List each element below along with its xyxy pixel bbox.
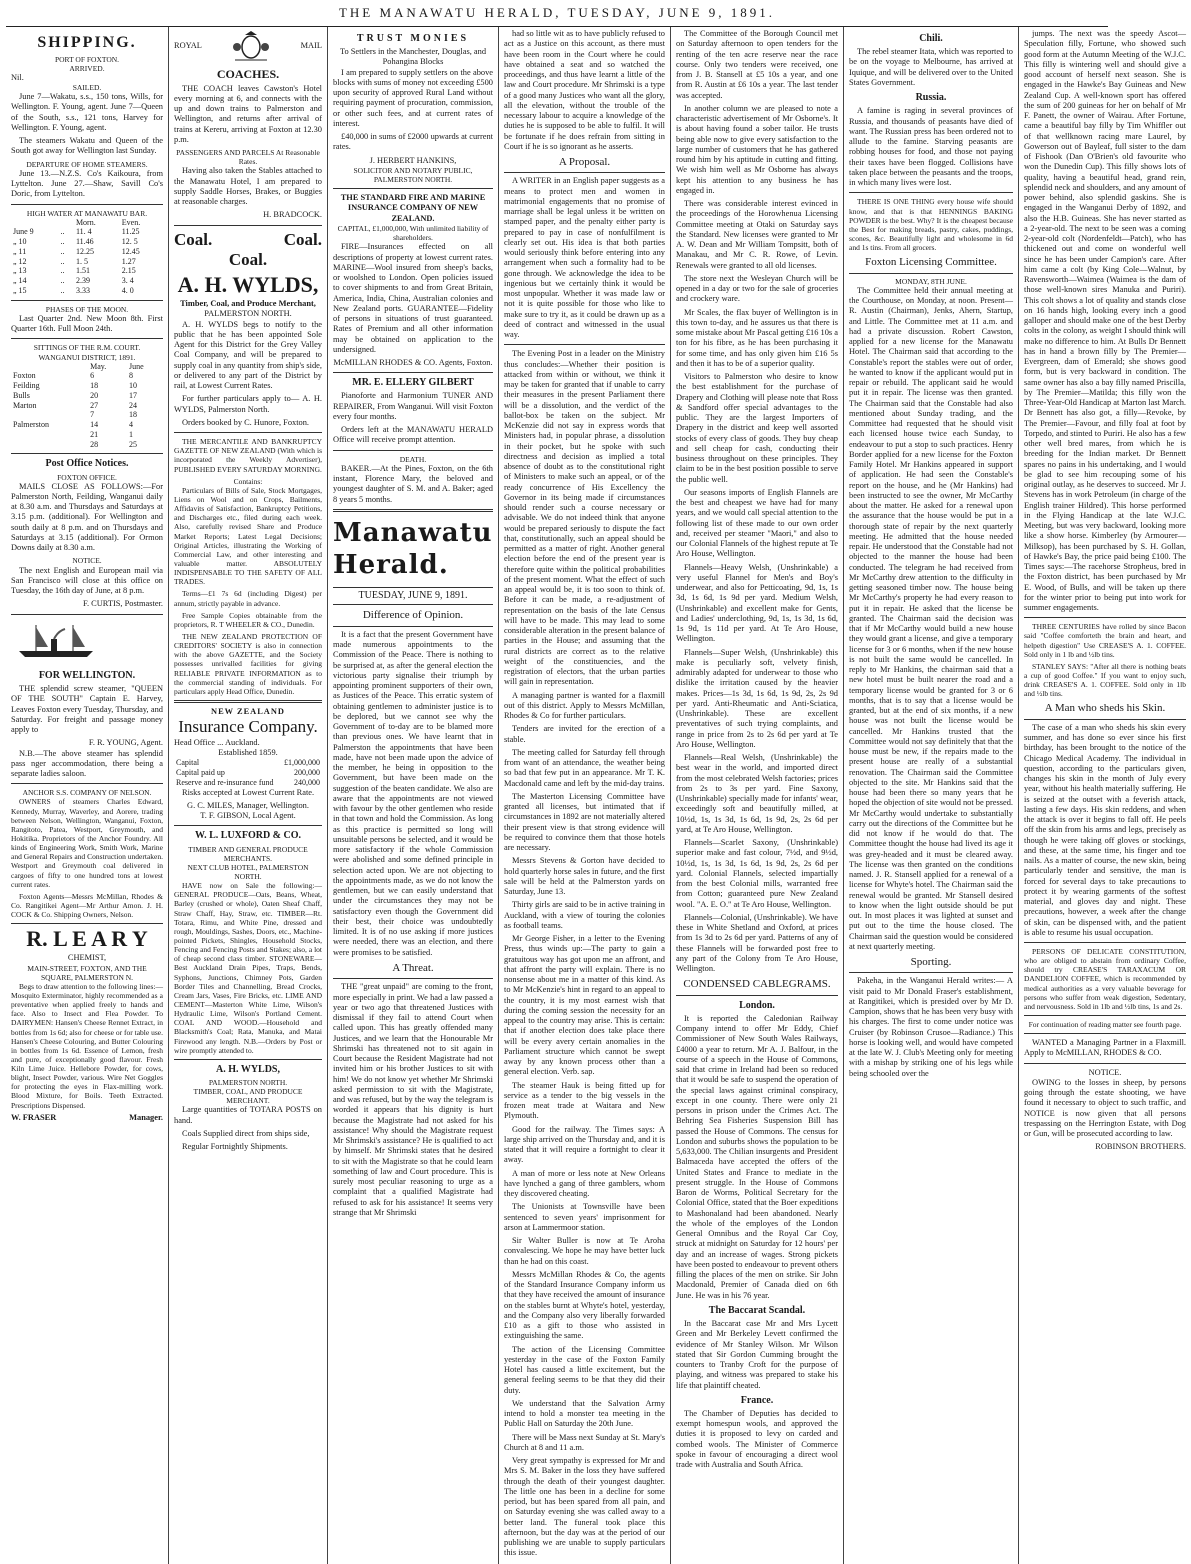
sporting-continued-text: jumps. The next was the speedy Ascot—Speculation filly, Fortune, who showed such good form at the Autumn Meeting of the W.J.C. This filly is wintering well and should give a good account of herself next season. She is engaged in the Hawke's Bay Guineas and New Zealand Cup. A well-known sport has offered the sum of 200 guineas for her on behalf of Mr F. Panett, the owner of Wairau. After Fortune, came a beautiful bay filly by Tim Whiffler out of that wellknown racing mare Laurel, by Gowerson out of Bayleaf, full sister to the dam of Fishook (Dan O'Brien's old favourite who won the Dunedin Cup). This filly shows lots of quality, having a beautiful head, grand rein, splendid neck and shoulders, and any amount of power behind, also splendid gaskins. She is engaged in the Wanganui Derby of 1892, and also the H.B. Guineas. She has never started as a 2-year-old. The next to be seen was a coming 2-year-old colt (Nordenfeldt—Patch), who has thickened out and come on wonderful well since he has been under Campion's care. After him came a colt (by King Cole—Walnut, by Ravensworth—Waimea (Waimea is the dam of those well-known sires Manuka and Puriri). This colt shows a lot of quality and stands close on 16 hands high, looking every inch a good galloper and should make one of the best Derby colts in the colony, as weight I should think will make no difference to him. At Bulls Dr Bennett has in hand a brown filly by The Premier—Evergreen, dam of Emerald; she shows good form, but is very backward in condition. The same owner has also a bay filly named Priscilla, by The Premier—Matilda; this filly won the Three-Year-Old Handicap at Marton last March. Dr Bennett has also got, a filly—Revoke, by The Premier—Favour, and filly foal at foot by Torpedo, and stinted to Puriri. He also has a few other well bred mares, from which he is breeding for the Indian market. Dr Bennett spares no pains in his undertaking, and I would be glad to see him recouping some of his original outlay, as he deserves to succeed. Mr J. Stevens has in work Petroleum (in charge of the English trainer Hildred). This horse performed in the Flying Handicap at the late W.J.C. Meeting, but was very backward, looking more like a show horse. Kimberley (by Armourer—Milksop), has been purchased by S. H. Gollan, of Hawke's Bay, the price paid being £100. The Times says:—The racehorse Stropheus, bred in the Foxton district, has been purchased by Mr E. Wood, of Bulls, and will be taken up there for the winter prior to being put into work for summer engagements. [1024, 29, 1186, 612]
established: Established 1859. [218, 748, 278, 758]
table-row: Bulls 20 17 [13, 390, 137, 400]
article-text: We understand that the Salvation Army intend to hold a monster tea meeting in the Public Hall on Saturday the 20th June. [504, 1398, 665, 1429]
table-row: Palmerston 14 4 [13, 420, 133, 430]
gazette-terms: Terms—£1 7s 6d (including Digest) per annum, strictly payable in advance. [174, 589, 322, 608]
gazette-text: THE MERCANTILE AND BANKRUPTCY GAZETTE OF NEW ZEALAND (With which is incorporated the Weekly Advertiser), PUBLISHED EVERY SATURDAY MORNING. [174, 437, 322, 474]
trust-subheading: To Settlers in the Manchester, Douglas, and Pohangina Blocks [339, 47, 487, 67]
notice-signature: F. CURTIS, Postmaster. [82, 599, 163, 609]
table-row: „ 10 .. 11.46 12. 5 [13, 237, 138, 247]
article-text: Tenders are invited for the erection of a stable. [504, 724, 665, 744]
london-heading: London. [739, 999, 775, 1011]
nz-heading: NEW ZEALAND [211, 706, 285, 716]
sittings-subheading: WANGANUI DISTRICT, 1891. [38, 352, 136, 362]
creditors-text: THE NEW ZEALAND PROTECTION OF CREDITORS' SOCIETY is also in connection with the above GAZETTE, and the Society possesses unrivalled facilities for giving RELIABLE PRIVATE INFORMATION as to the commercial standing of individuals. For particulars apply Head Office, Dunedin. [174, 631, 322, 696]
wylds-orders: Orders booked by C. Hunore, Foxton. [182, 417, 310, 427]
article-text: Flannels—Colonial, (Unshrinkable). We have these in White Shetland and Oxford, at prices from 1s 3d to 2s 6d per yard. Patterns of any of these Flannels will be forwarded post free to any part of the Colony from Te Aro House, Wellington. [676, 912, 838, 973]
article-text: Flannels—Real Welsh, (Unshrinkable) the best wear in the world, and imported direct from the most celebrated Welsh factories; prices from 2s to 3s per yard. Fine Saxony, (Unshrinkable) specially made for infants' wear, exceedingly soft and beautifully milled, at 10½d, 1s, 1s 3d, 1s 6d, 1s 9d, 2s, 2s 6d per yard, at Te Aro House, Wellington. [676, 753, 838, 834]
insurance-heading: Insurance Company. [178, 717, 318, 737]
article-text: Messrs McMillan Rhodes & Co, the agents of the Standard Insurance Company inform us that they have received the amount of insurance on the stables burnt at Whyte's hotel, yesterday, and the Company also very liberally forwarded £10 as a gift to those who assisted in extinguishing the same. [504, 1269, 665, 1341]
bradcock-name: H. BRADCOCK. [263, 210, 322, 220]
sporting-text: Pakeha, in the Wanganui Herald writes:— A visit paid to Mr Donald Fraser's establishment, at Rangitikei, which is presided over by Mr D. Campion, shows that he has been very busy with his charges. The first to come under notice was Cruiser (by Robinson Crusoe—Radiance.) This horse is looking well, and would have competed at the late W. J. Club's Meeting only for meeting with a mishap by striking one of his legs while being schooled over the [849, 976, 1013, 1078]
foxton-licensing-text: The Committee held their annual meeting at the Courthouse, on Monday, at noon. Present—R. Austin (Chairman), Jenks, Ahern, Startup, and Little. The Committee met at 11 a.m. and had a private discussion. Robert Cawston, applied for a new license for the Manawatu Hotel. The Chairman said that according to the Constable's report the stables were out of order, he wanted to know if the applicant would put in repair or rebuild. The applicant said he would put it in repair. The license was then granted. The Chairman said that the Constable had also mentioned about Sunday trading, and the Committee had requested that he should visit each licensed house twice each Sunday, to endeavour to put a stop to such practices. Henry Border applied for a new license for the Foxton Family Hotel. Mr Hankins appeared in support of application. He had seen the Constable's report on the house, and he (Mr Hankins) had been instructed to see the owner, Mr McCarthy about the matter. He asked for a renewal upon the assurance that the house would be put in a thorough state of repair by the next quarterly meeting. He admitted that the house needed repair. He understood that the Constable had not objected to the manner the house had been conducted. The telegram he had received from Mr McCarthy drew attention to the difficulty in getting seasoned timber now. The house being Mr McCarthy's property he had every reason to put it in repair. He asked that the license be granted. The Chairman said the decision was that if Mr McCarthy would build a new house they would grant a license, and give a temporary license for 3 or 6 months, when if the new house is not built the same would be cancelled. In reply to Mr Hankins, the chairman said that a new hotel must be built nearer the road and a temporary license would be granted for 3 or 6 months, that is to say that a license would be granted, but at the end of six months, if a new house was not built the license would be cancelled. Mr Hankins trusted that the Committee would not say definitely that that the house must be new, if the repairs made to the present house are really of a substantial renovation. The Chairman said the Committee objected to the site. Mr Hankins said that the house had been there so many years that he hoped the objection of site would not be pressed. Mr McCarthy would undertake to substantially carry out the directions of the Committee but he did not know if he would do that. The Committee thought the house had lived its age it was grey-headed and it must be cleared away. The license was then granted on the conditions named. J. R. Stansell applied for a renewal of a license for Whyte's hotel. The Chairman said the renewal would be granted. Mr Stansell desired to know when the light outside should be put out. In most places it was lighted at sunset and put out to the time the house closed. The Chairman said the question would be considered at next quarterly meeting. [849, 285, 1013, 951]
article-text: Mr Scales, the flax buyer of Wellington is in this town to-day, and he assures us that there is some mistake about Mr Pascal getting £16 10s a ton for his fibre, as he has been purchasing it for some time, and has only given him £16 5s and then it has to be of a superior quality. [676, 307, 838, 368]
wylds2-text: Large quantities of TOTARA POSTS on hand. [174, 1105, 322, 1125]
chili-text: The rebel steamer Itata, which was reported to be on the voyage to Melbourne, has arrived at Iquique, and will be delivered over to the United States Government. [849, 47, 1013, 87]
death-heading: DEATH. [399, 454, 427, 464]
tide-heading: HIGH WATER AT MANAWATU BAR. [26, 208, 148, 218]
royal-crest-icon [231, 29, 271, 63]
standard-text: FIRE—Insurances effected on all descriptions of property at lowest current rates. MARINE—Wool insured from sheep's backs, or woolshed to London. Open policies issued to cover shipments to and from Great Britain, America, India, China, Australian colonies and New Zealand ports. GUARANTEE—Fidelity of persons in situations of trust guaranteed. Rates of Premium and all other information may be obtained on application to the undersigned. [333, 242, 493, 354]
coaches-heading: COACHES. [216, 67, 280, 81]
article-text: Sir Walter Buller is now at Te Aroha convalescing. We hope he may have better luck than he had on this coast. [504, 1236, 665, 1266]
trust-heading: TRUST MONIES [356, 33, 470, 44]
royal-label: ROYAL [174, 40, 202, 50]
gilbert-text: Pianoforte and Harmonium TUNER AND REPAIRER, From Wanganui. Will visit Foxton every four months. [333, 391, 493, 421]
article-text: There will be Mass next Sunday at St. Mary's Church at 8 and 11 a.m. [504, 1432, 665, 1452]
article-text: The store next the Wesleyan Church will be opened in a day or two for the sale of groceries and crockery ware. [676, 273, 838, 304]
nb-text: N.B.—The above steamer has splendid pass nger accommodation, there being a separate ladies saloon. [11, 748, 163, 779]
chemist-address: MAIN-STREET, FOXTON, AND THE SQUARE, PALMERSTON N. [27, 963, 147, 982]
column-5 [671, 27, 844, 1564]
article-text: Mr George Fisher, in a letter to the Evening Press, thus winds up:—The party to gain a gratuitous way has got upon me an affront, and that affront the party will explain. There is no nonsense about me in a matter of this kind. As to Mr McKenzie's hint in regard to an appeal to the country, it is my most earnest wish that during the coming session the necessity for an appeal to the country may arise. This is certain: that if another election does take place there will be every avery certain anomalies in the Parliament structure which cannot be swept away by any known process other than a general election. Verb. sap. [504, 934, 665, 1077]
coffee-ad-2: STANLEY SAYS: "After all there is nothing beats a cup of good Coffee." If you want to enjoy such, drink CREASE'S A. 1. COFFEE. Sold only in 1lb and ½lb tins. [1024, 661, 1186, 699]
hankins-subheading: SOLICITOR AND NOTARY PUBLIC, PALMERSTON NORTH. [353, 165, 473, 185]
article-text: Flannels—Super Welsh, (Unshrinkable) this make is peculiarly soft, velvety finish, admirably adapted for underwear to those who dislike the irritation caused by the heavier makes. Prices—1s 3d, 1s 6d, 1s 9d, 2s, 2s 9d per yard. Anti-Rheumatic and Anti-Sciatica, (Unshrinkable). These are excellent preventatives of such trying complaints, and range in price from 2s to 2s 6d per yard at Te Aro House, Wellington. [676, 647, 838, 749]
threat-heading: A Threat. [333, 962, 493, 979]
wanted-text: WANTED a Managing Partner in a Flaxmill. Apply to McMILLAN, RHODES & CO. [1024, 1038, 1186, 1058]
standard-agents: McMILLAN RHODES & CO. Agents, Foxton. [333, 358, 493, 367]
coffee-ad-1: THREE CENTURIES have rolled by since Bacon said "Coffee comforteth the brain and heart, and helpeth digestion" Use CREASE'S A. 1. COFFEE. Sold only in 1 lb and ½lb tins. [1024, 622, 1186, 659]
table-row: „ 15 .. 3.33 4. 0 [13, 285, 134, 295]
wylds2-place: PALMERSTON NORTH. [208, 1078, 288, 1088]
column-6 [844, 27, 1019, 1564]
opinion-text: It is a fact that the present Government have made numerous appointments to the Commission of the Peace. There is nothing to be surprised at, as after the general election the victorious party signalise their triumph by appointing prominent supporters of their own, as Justices of the Peace. This erratic system of obtaining gentlemen to administer justice is to be deplored, but we cannot see why the Government of to-day are to be blamed more than previous ones. We have learnt that in Palmerston the appointments that have been made, have not been made upon the advice of the member, he being in opposition to the Government, but have been made on the suggestion of the beaten candidate. We also are aware that the appointments are not viewed with favour by the other gentlemen who reside in that town and hold the Commission. As long as this practice is permitted so long will unsuitable persons be selected, and it would be more satisfactory if the whole Commission were abolished and some defined principle in selection acted upon. We are not objecting to the appointments made, as we do not know the gentlemen, but we can easily understand that under the circumstances they may not be satisfactory even though the Government did their best, their choice was undoubtedly limited. It is of no use asking if more justices were needed, there was an election, and there were promises to be satisfied. [333, 629, 493, 957]
proposal-heading: A Proposal. [504, 156, 665, 173]
risks-text: Risks accepted at Lowest Current Rate. [182, 787, 315, 797]
article-text: There was considerable interest evinced in the proceedings of the Horowhenua Licensing Committee meeting at Otaki on Saturday says the Standard. New licenses were granted to Mr A. W. Dean and Mr William Tompsitt, both of Manakau, and Mr C. R. Rowe, of Levin. Renewals were granted to all old licenses. [676, 199, 838, 270]
article-text: The Evening Post in a leader on the Ministry thus concludes:—Whether their position is attacked from within or without, we think it may be taken for granted that if unable to carry their measures in the present Parliament there will be a dissolution, and the verdict of the ballot-box be taken on the subject. Mr McKenzie did not say in express words that Ministers had, in popular phrase, a dissolution in their pocket, but he spoke with such directness and decision as implied a total absence of doubt as to the constitutional right of Ministers to make such an appeal, or of the ready concurrence of His Excellency the Governor in its being made if circumstances should render such a course necessary or advisable. We do not indeed think that anyone would be prepared seriously to dispute the fact that, constitutionally, such an appeal should be permitted as a matter of right. Another general election before the end of the present year is therefore quite within the political probabilities of the present moment. What the effect of such an appeal would be, it is too soon to think of. Before it can be made, a re-adjustment of representation on the basis of the late Census will have to be made. This may lead to some considerable alteration in the present balance of parties in the House; and assuming that the rural districts are correct as to the relative weight of the constituencies, and the registration of electors, that the urban parties will gain in representation. [504, 349, 665, 687]
article-text: had so little wit as to have publicly refused to act as a Justice on this account, as there must have been room in the Court where he could have obtained a seat and so watched the proceedings, and thus have learnt a little of the law and Court procedure. Mr Shrimski is a type of a good many Justices who want all the glory, all the elevation, without the trouble of the necessary labour to acquire a knowledge of the duties he is supposed to be able to fulfil. It will be fortunate if he does refrain from sitting in Court if he is so ignorant as he asserts. [504, 29, 665, 151]
departure-text: June 13.—N.Z.S. Co's Kaikoura, from Lyttelton. June 27.—Shaw, Savill Co's Doric, from Lyttelton. [11, 168, 163, 199]
post-office-heading: Post Office Notices. [45, 458, 129, 470]
notice-signature: ROBINSON BROTHERS. [1095, 1142, 1186, 1152]
russia-text: A famine is raging in several provinces of Russia, and thousands of peasants have died of want. The Russian press has been ordered not to allude to the famine. Starving peasants are robbing houses for food, and those not paying their taxes have been flogged. Collisions have taken place between the peasants and the troops, in which many lives were lost. [849, 106, 1013, 188]
table-row: Capital £1,000,000 [176, 758, 320, 768]
opinion-heading: Difference of Opinion. [333, 609, 493, 626]
sailed-text: June 7—Wakatu, s.s., 150 tons, Wills, for Wellington. F. Young, agent. June 7—Queen of the South, s.s., 121 tons, Harvey for Wellington. F. Young, agent. [11, 92, 163, 132]
article-text: Flannels—Heavy Welsh, (Unshrinkable) a very useful Flannel for Men's and Boy's underwear, and also for Petticoating, 9d, 1s, 1s 3d, 1s 6d, 1s 9d per yard. Medium Welsh, (Unshrinkable) and excellent make for Gents, and Ladies' underclothing, 9d, 1s, 1s 3d, 1s 6d, 1s 9d, 1s 11d per yard. At Te Aro House, Wellington. [676, 562, 838, 644]
gibson-name: T. F. GIBSON, Local Agent. [200, 811, 296, 821]
table-row: Foxton 6 8 [13, 371, 133, 381]
paper-title: Manawatu Herald. [333, 517, 493, 580]
steamers-text: The steamers Wakatu and Queen of the South got away for Wellington last Sunday. [11, 136, 163, 156]
gazette-sample: Free Sample Copies obtainable from the proprietors, R. T WHEELER & CO., Dunedin. [174, 610, 322, 629]
luxford-heading: W. L. LUXFORD & CO. [194, 830, 302, 842]
manager-role: Manager. [129, 1112, 163, 1122]
standard-capital: CAPITAL, £1,000,000, With unlimited liability of shareholders. [337, 223, 489, 243]
capital-table [174, 758, 322, 787]
mail-label: MAIL [300, 40, 322, 50]
article-text: Visitors to Palmerston who desire to know the best establishment for the purchase of Drapery and Clothing will please note that Ross & Sandford offer special advantages to the public. They are the largest Importers of Drapery in the district and keep well assorted stocks of every class of goods. They buy cheap and sell cheap for cash, conducting their business throughout on these principles. They claim to be in the best position possible to serve the public well. [676, 372, 838, 484]
baccarat-heading: The Baccarat Scandal. [708, 1304, 806, 1316]
dateline: TUESDAY, JUNE 9, 1891. [333, 587, 493, 605]
wellington-heading: FOR WELLINGTON. [38, 669, 136, 681]
wellington-agent: F. R. YOUNG, Agent. [88, 738, 163, 748]
skin-text: The case of a man who sheds his skin every summer, and has done so ever since his first birthday, has been brought to the notice of the Chicago Medical Academy. The individual in question, according to the particulars given, changes his skin in the month of July every year, without his health materially suffering. He is seized at the outset with a feverish attack, lasting a few days. His skin reddens, and when the attack is over it begins to fall off. He peels off the skin from his arms and legs, precisely as though he were taking off gloves or stockings, and these, at the same time, his finger and toe nails. As a matter of course, the new skin, being particularly tender and sensitive, the man is forced for several days to take precautions to protect it by wearing garments of the softest material, and gloves day and night. These precautions, however, a week after the change of skin, can be dispensed with, and the patient is able to resume his usual occupation. [1024, 722, 1186, 937]
column-4 [499, 27, 671, 1564]
wellington-text: THE splendid screw steamer, "QUEEN OF THE SOUTH" Captain E. Harvey, Leaves Foxton every Tuesday, Thursday, and Saturday. For freight and passage money apply to [11, 684, 163, 735]
article-text: Our seasons imports of English Flannels are the best and cheapest we have had for many years, and we would call special attention to the following list of these made to our own order and, received per steamer "Maori," and also to our Colonial Flannels of the highest repute at Te Aro House, Wellington. [676, 487, 838, 559]
anchor-text: OWNERS of steamers Charles Edward, Kennedy, Murray, Waverley, and Aorere, trading between Nelson, Wellington, Wanganui, Foxton, Rangitoto, Patea, Westport, Greymouth, and Hokitika. Proprietors of the Anchor Foundry. All kinds of Engineering Work, Smith Work, Marine and General Repairs and Construction undertaken. Westport and Greymouth coal delivered in cargoes of fifty to one hundred tons at lowest current rates. [11, 797, 163, 889]
article-text: Flannels—Scarlet Saxony, (Unshrinkable) superior make and fast colour, 7½d, and 9½d, 10½d, 1s, 1s 3d, 1s 6d, 1s 9d, 2s, 2s 6d per yard. Colonial Flannels, selected impartially from the best Colonial mills, warranted free from Cotton; guaranteed pure New Zealand wool. "A. E. O." at Te Aro House, Wellington. [676, 838, 838, 909]
column-1 [6, 27, 169, 1564]
hankins-name: J. HERBERT HANKINS, [369, 155, 457, 165]
arrived-heading: ARRIVED. [69, 63, 105, 73]
manager-name: W. FRASER [11, 1112, 57, 1122]
sailed-heading: SAILED. [72, 83, 102, 93]
notice-heading: NOTICE. [72, 556, 102, 566]
notice-text: OWING to the losses in sheep, by persons going through the estate shooting, we have found it necessary to object to such traffic, and NOTICE is now given that all persons trespassing on the Herrington Estate, with Dog or Gun, will be prosecuted according to law. [1024, 1077, 1186, 1139]
moon-heading: PHASES OF THE MOON. [45, 304, 129, 314]
article-text: Good for the railway. The Times says: A large ship arrived on the Thursday and, and it is stated that it will require a fortnight to clear it away. [504, 1124, 665, 1165]
leary-heading: R. L E A R Y [26, 926, 148, 952]
chemist-heading: CHEMIST, [67, 953, 107, 963]
standard-heading: THE STANDARD FIRE AND MARINE INSURANCE COMPANY OF NEW ZEALAND. [340, 193, 486, 223]
departure-heading: DEPARTURE OF HOME STEAMERS. [26, 159, 148, 169]
table-row: June 9 .. 11. 4 11.25 [13, 227, 140, 237]
article-text: A managing partner is wanted for a flaxmill out of this district. Apply to Messrs McMillan, Rhodes & Co for further particulars. [504, 690, 665, 721]
anchor-agents: Foxton Agents—Messrs McMillan, Rhodes & Co. Rangitikei Agent—Mr Arthur Amon. J. H. COCK & Co. Shipping Owners, Nelson. [11, 891, 163, 920]
threat-text: THE "great unpaid" are coming to the front, more especially in print. We had a law passed a year or two ago that threatened Justices with dismissal if they fail to attend Court when called upon. This has greatly offended many Justices, and we learn that the Honourable Mr Shrimski has threatened not to sit again in Court because the Resident Magistrate had not invited him or his brother Justices to sit with him! We do not know yet whether Mr Shrimski asked permission to sit with the Magistrate, and was refused, but by the way the telegram is worded it appears that his dignity is hurt because the Magistrate had not asked for his assistance! Why should the Magistrate request Mr Shrimski's assistance? He is qualified to act by himself. Mr Shrimski states that he desired to sit with the Magistrate so that he could learn something of law and Court procedure. This is surely most peculiar reasoning to urge as a complaint that a qualified Magistrate had refused to ask for his assistance! It seems very strange that Mr Shrimski [333, 982, 493, 1217]
article-text: In another column we are pleased to note a characteristic advertisement of Mr Osborne's. It is about having found a sober tailor. He trusts being able now to give every satisfaction to the large number of customers that he has gathered round him by his aptitude in cutting and fitting. We wish him well as Mr Osborne has always kept his attention to any business he has engaged in. [676, 103, 838, 195]
port-heading: PORT OF FOXTON. [54, 54, 120, 64]
column-3 [328, 27, 499, 1564]
table-row: Capital paid up 200,000 [176, 768, 320, 778]
continuation-note: For continuation of reading matter see fourth page. [1028, 1020, 1182, 1030]
gilbert-heading: MR. E. ELLERY GILBERT [352, 377, 474, 389]
meeting-date: MONDAY, 8TH JUNE. [895, 276, 967, 286]
wylds-place: PALMERSTON NORTH. [204, 309, 292, 319]
wylds2-subheading: TIMBER, COAL, AND PRODUCE MERCHANT. [193, 1087, 303, 1106]
head-office: Head Office ... Auckland. [174, 737, 260, 747]
gazette-body: Particulars of Bills of Sale, Stock Mortgages, Liens on Wool and on Crops, Bailments, Affidavits of Satisfaction, Bankruptcy Petitions, and Discharges etc., filed during each week. Also, carefully revised Share and Produce Market Reports; Latest Legal Decisions; Original Articles, illustrating the Working of Commercial Law, and other interesting and valuable matter. ABSOLUTELY INDISPENSABLE TO THE SAFETY OF ALL TRADES. [174, 485, 322, 587]
russia-heading: Russia. [915, 92, 947, 104]
luxford-place: NEXT CLUB HOTEL, PALMERSTON NORTH. [187, 862, 309, 882]
masthead: THE MANAWATU HERALD, TUESDAY, JUNE 9, 1891. [6, 0, 1108, 27]
wylds-text: A. H. WYLDS begs to notify to the public that he has been appointed Sole Agent for this District for the Grey Valley Coal Company, and will be prepared to supply coal in any quantity from ship's side, or delivered to any part of the District by rail, at Lowest Current Rates. [174, 319, 322, 391]
table-row: Marton 27 24 [13, 400, 137, 410]
anchor-heading: ANCHOR S.S. COMPANY OF NELSON. [22, 788, 152, 798]
cables-heading: CONDENSED CABLEGRAMS. [676, 978, 838, 995]
shipping-heading: SHIPPING. [37, 34, 137, 51]
sittings-heading: SITTINGS OF THE R.M. COURT. [33, 343, 141, 353]
trust-sum: £40,000 in sums of £2000 upwards at current rates. [333, 132, 493, 152]
table-row: „ 12 .. 1. 5 1.27 [13, 256, 136, 266]
luxford-text: HAVE now on Sale the following:— GENERAL PRODUCE—Oats, Beans, Wheat, Barley (crushed or whole), Oaten Sheaf Chaff, Straw Chaff, Hay, Straw, etc. TIMBER—Rt. Totara, Rimu, and White Pine, dressed and rough, Mouldings, Sashes, Doors, etc., Machine-pointed Pickets, Shingles, Household Stocks, Fencing and Fencing Posts and Stakes; also, a lot of cheap second class timber. STONEWARE—Best Auckland Drain Pipes, Traps, Bends, Syphons, Junctions, Chimney Pots, Garden Border Tiles and Channelling, Bread Crocks, Cream Jars, Vases, Fire Bricks, etc. LIME AND CEMENT—Masterton White Lime, Wilson's Hydraulic Lime, Wilson's Portland Cement. COAL AND WOOD.—Household and Blacksmith's Coal; Rata, Manuka, and Matai Firewood any length. N.B.—Orders by Post or wire promptly attended to. [174, 881, 322, 1055]
wylds2-coal: Coals Supplied direct from ships side, [182, 1128, 310, 1138]
steamship-icon [11, 621, 101, 661]
moon-text: Last Quarter 2nd. New Moon 8th. First Quarter 16th. Full Moon 24th. [11, 313, 163, 334]
miles-name: G. C. MILES, Manager, Wellington. [187, 800, 309, 810]
article-text: Messrs Stevens & Gorton have decided to hold quarterly horse sales in future, and the first sale will be held at the Palmerston yards on Saturday, June 13. [504, 856, 665, 897]
table-row: „ 14 .. 2.39 3. 4 [13, 276, 134, 286]
death-text: BAKER.—At the Pines, Foxton, on the 6th instant, Florence Mary, the beloved and youngest daughter of S. M. and A. Baker; aged 8 years 5 months. [333, 463, 493, 504]
article-text: The Unionists at Townsville have been sentenced to seven years' imprisonment for arson at Lammermoor station. [504, 1202, 665, 1232]
article-text: A man of more or less note at New Orleans have lynched a gang of three gamblers, whom they discovered cheating. [504, 1168, 665, 1199]
skin-heading: A Man who sheds his Skin. [1024, 702, 1186, 719]
notice-heading: NOTICE. [1088, 1067, 1122, 1077]
gilbert-orders: Orders left at the MANAWATU HERALD Office will receive prompt attention. [333, 425, 493, 445]
arrived-text: Nil. [11, 72, 24, 82]
notice-text: The next English and European mail via San Francisco will close at this office on Tuesday, the 16th day of June, at 8 p.m. [11, 565, 163, 596]
article-text: The steamer Hauk is being fitted up for service as a tender to the big vessels in the frozen meat trade at Waitara and New Plymouth. [504, 1080, 665, 1121]
france-text: The Chamber of Deputies has decided to exempt homespun wools, and approved the duties it is proposed to levy on carded and combed wools. The Minister of Commerce spoke in favour of encouraging a direct wool trade with Australia and South Africa. [676, 1408, 838, 1470]
column-7 [1019, 27, 1191, 1564]
wylds2-ship: Regular Fortnightly Shipments. [182, 1142, 288, 1152]
luxford-subheading: TIMBER AND GENERAL PRODUCE MERCHANTS. [188, 844, 308, 863]
trust-body: I am prepared to supply settlers on the above blocks with sums of money not exceeding £500 upon security of approved Rural Land without requiring payment of procuration, commission, or other such fees, and at current rates of interest. [333, 67, 493, 128]
chemist-text: Begs to draw attention to the following lines:— Mosquito Exterminator, highly recommended as a preventative when applied freely to hands and face. Also to Insect and Flea Powder. To DAIRYMEN: Hansen's Cheese Rennet Extract, in bottles from 1s 6d; also for cheese or for table use. Hansen's Cheese Colouring, and Butter Colouring in bottles from 1s 6d. Essence of Lemon, fresh and pure, of exceptionally good flavour. Fresh Kiln Lime Juice. Hellebore Powder, for cows, blight, Insect Powder, various. Wire Net Goggles for protecting the eyes in Flax-milling work. Blood Mixture, for Boils. Teeth Extracted. Prescriptions Dispensed. [11, 981, 163, 1110]
table-row: 21 1 [90, 429, 133, 439]
sporting-heading: Sporting. [849, 956, 1013, 973]
parcels-text: Having also taken the Stables attached to the Manawatu Hotel, I am prepared to supply Saddle Horses, Brakes, or Buggies at reasonable charges. [174, 166, 322, 207]
wylds2-heading: A. H. WYLDS, [216, 1063, 280, 1075]
coach-text: THE COACH leaves Cawston's Hotel every morning at 6, and connects with the up and down trains to Palmerston and Wellington, and returns after arrival of trains at Kereru, arriving at Foxton at 12.30 p.m. [174, 83, 322, 144]
coffee-ad-3: PERSONS OF DELICATE CONSTITUTION, who are obliged to abstain from ordinary Coffee, should try CREASE'S TARAXACUM OR DANDELION COFFEE, which is recommended by medical authorities as a very valuable beverage for persons who suffer from weak digestion, Sedentary, and nervousness. Sold in 1lb and ½lb tins, 1s and 2s. [1024, 947, 1186, 1011]
sittings-table: May. June Foxton 6 8 Feilding 18 10 Bulls 20 17 Marton 27 24 7 18 Palmerston 14 4 21 1 28 25 [11, 362, 163, 450]
post-office-subheading: FOXTON OFFICE. [57, 472, 117, 482]
tide-table: Morn. Even. June 9 .. 11. 4 11.25 „ 10 .. 11.46 12. 5 „ 11 .. 12.25 12.45 „ 12 .. 1. 5 1.27 „ 13 .. 1.51 2.15 „ 14 .. 2.39 3. 4 „ 15 .. 3.33 4. 0 [11, 218, 163, 296]
article-text: The action of the Licensing Committee yesterday in the case of the Foxton Family Hotel has caused a little excitement, but the general feeling seems to be that they did their duty. [504, 1344, 665, 1395]
table-row: 28 25 [90, 439, 137, 449]
article-text: The Masterton Licensing Committee have granted all licenses, but intimated that if circumstances in 1892 are not materially altered their present view is that strong evidence will be required to convince them that those hotels are necessary. [504, 791, 665, 853]
table-row: Reserve and re-insurance fund 240,000 [176, 777, 320, 787]
london-text: It is reported the Caledonian Railway Company intend to offer Mr Eddy, Chief Commissioner of New South Wales Railways, £4000 a year to return. Mr A. J. Balfour, in the course of a speech in the House of Commons, said that crime in Ireland had been so reduced that it would be safe to suspend the operation of the special laws against criminal conspiracy, except in one county. There were only 21 persons in prison under the Crimes Act. The Behring Sea Fisheries Suspension Bill has passed the House of Commons. The census for London and suburbs shows the population to be 5,633,000. The Chilian insurgents and President Balmaceda have accepted the offers of the United States and France to mediate in the present struggle. In the House of Commons Baron de Worms, Political Secretary for the Colonial Office, stated that the Boer expeditions to Mashonaland had been abandoned. Nearly the whole of the employes of the London General Omnibus and the Royal Car Coy, struck at midnight on Saturday for 12 hours' per day and an increase of wages. Strong pickets have been posted to endeavour to prevent others filling the places of the men on strike. Sir John Macdonald, Premier of Canada died on 6th June. He was in his 76 year. [676, 1013, 838, 1300]
baccarat-text: In the Baccarat case Mr and Mrs Lycett Green and Mr Berkeley Levett confirmed the evidence of Mr Stanley Wilson. Mr Wilson stated that Sir Gordon Cumming brought the counters to Tranby Croft for the purpose of playing, and witness was prepared to stake his life that plaintiff cheated. [676, 1319, 838, 1390]
article-text: Very great sympathy is expressed for Mr and Mrs S. M. Baker in the loss they have suffered through the death of their youngest daughter. The little one has been in a decline for some period, but has been spared from all pain, and on Saturday evening she was called away to a better land. The funeral took place this afternoon, but the day was at the period of our publishing we are unable to supply particulars this issue. [504, 1456, 665, 1558]
table-row: Feilding 18 10 [13, 381, 137, 391]
wylds-heading: A. H. WYLDS, [177, 272, 319, 298]
proposal-text: A WRITER in an English paper suggests as a means to protect men and women in matrimonial engagements that no promise of marriage shall be legal unless it be written on stamped paper, and the penalty either party is prepared to pay in case of nonfulfilment is clearly set out. His idea is that both parties would seriously think before entering into any arrangement when such a formality had to be gone through. We acknowledge the idea to be ingenious but we certainly think it would be most unpopular. Whether it was made law or not it is quite possible for those who like to make sure to try it, as it could be drawn up as a deed of contract and witnessed in the usual way. [504, 176, 665, 340]
article-text: The meeting called for Saturday fell through from want of an attendance, the weather being so bad that few put in an appearance. Mr T. K. Macdonald came and left by the mid-day trains. [504, 747, 665, 788]
chili-heading: Chili. [919, 33, 943, 44]
wylds-subheading: Timber, Coal, and Produce Merchant, [180, 299, 316, 309]
france-heading: France. [740, 1394, 774, 1406]
foxton-licensing-heading: Foxton Licensing Committee. [849, 256, 1013, 273]
table-row: „ 11 .. 12.25 12.45 [13, 246, 140, 256]
article-text: The Committee of the Borough Council met on Saturday afternoon to open tenders for the renting of the ten acre reserve near the race course. Only two tenders were received, one from J. B. Stansell at £5 10s a year, and one from R. Austin at £6 10s a year. The last tender was accepted. [676, 29, 838, 100]
coal-heading-2: Coal. [283, 229, 322, 249]
gazette-contains: Contains: [233, 476, 263, 486]
column-2 [169, 27, 328, 1564]
parcels-heading: PASSENGERS AND PARCELS At Reasonable Rates. [176, 148, 320, 167]
wylds-apply: For further particulars apply to— A. H. WYLDS, Palmerston North. [174, 394, 322, 414]
article-text: Thirty girls are said to be in active training in Auckland, with a view of touring the colonies as football teams. [504, 900, 665, 930]
table-row: 7 18 [90, 410, 137, 420]
baking-powder-ad: THERE IS ONE THING every house wife should know, and that is that HENNINGS BAKING POWDER is the best. Why? It is the cheapest because the Best for making breads, pastry, cakes, puddings, scones, &c. Beautifully light and wholesome in 6d and 1s tins. From all grocers. [849, 197, 1013, 253]
post-office-text: MAILS CLOSE AS FOLLOWS:—For Palmerston North, Feilding, Wanganui daily at 8.30 a.m. and Thursdays and Saturdays at 3.15 p.m. (additional). For Wellington and south daily at 8 p.m. and on Thursdays and Saturdays at 3.15 (additional). For Ormon Downs daily at 8.30 a.m. [11, 481, 163, 553]
coal-heading-3: Coal. [228, 250, 268, 270]
table-row: „ 13 .. 1.51 2.15 [13, 266, 136, 276]
coal-heading-1: Coal. [174, 229, 213, 249]
